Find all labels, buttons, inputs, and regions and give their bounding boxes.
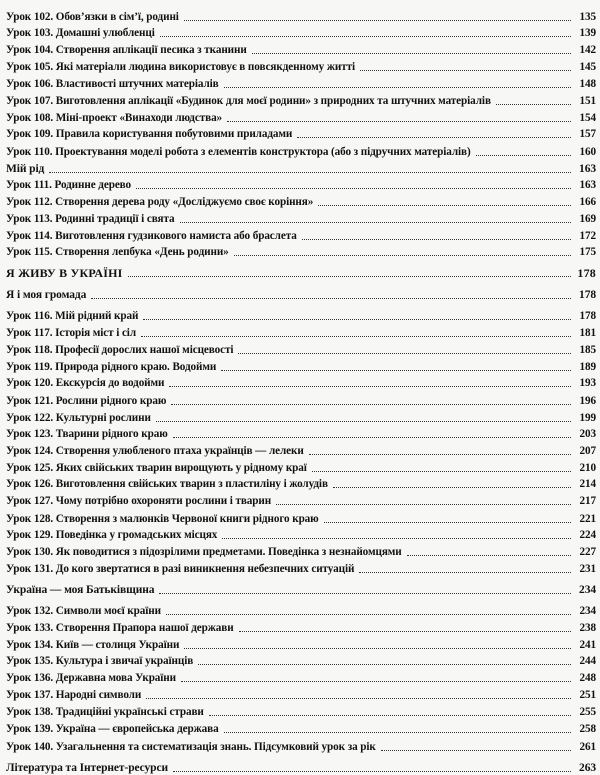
dot-leader xyxy=(234,254,571,256)
toc-entry-title: Урок 139. Україна — європейська держава xyxy=(6,722,219,735)
toc-entry-page: 139 xyxy=(579,27,596,40)
toc-entry-title: Урок 120. Екскурсія до водойми xyxy=(6,377,165,390)
toc-entry-page: 142 xyxy=(579,43,596,56)
toc-entry-title: Урок 132. Символи моєї країни xyxy=(6,605,161,618)
toc-entry-page: 148 xyxy=(579,78,596,91)
dot-leader xyxy=(128,275,571,277)
toc-entry-page: 217 xyxy=(579,495,596,508)
toc-entry-title: Я і моя громада xyxy=(6,288,87,301)
toc-part xyxy=(6,260,596,280)
toc-entry-page: 214 xyxy=(579,478,596,491)
toc-entry-page: 185 xyxy=(579,343,596,356)
toc-entry-title: Урок 129. Поведінка у громадських місцях xyxy=(6,529,218,542)
toc-entry-title: Урок 117. Історія міст і сіл xyxy=(6,327,136,340)
dot-leader xyxy=(91,297,571,299)
toc-entry-title: Урок 106. Властивості штучних матеріалів xyxy=(6,78,219,91)
toc-entry-page: 231 xyxy=(579,562,596,575)
toc-entry xyxy=(6,239,596,259)
toc-entry-title: Урок 112. Створення дерева роду «Досліджуємо своє коріння» xyxy=(6,196,314,209)
toc-entry-page: 145 xyxy=(579,60,596,73)
toc-entry-page: 178 xyxy=(579,310,596,323)
toc-entry-page: 258 xyxy=(579,722,596,735)
toc-entry-title: Урок 131. До кого звертатися в разі виникнення небезпечних ситуацій xyxy=(6,562,355,575)
toc-entry-title: Урок 105. Які матеріали людина використовує в повсякденному житті xyxy=(6,60,356,73)
toc-entry-title: Урок 121. Рослини рідного краю xyxy=(6,394,167,407)
toc-entry-title: Література та Інтернет-ресурси xyxy=(6,761,168,774)
toc-entry-page: 227 xyxy=(579,546,596,559)
toc-entry-page: 234 xyxy=(579,584,596,596)
dot-leader xyxy=(359,571,571,573)
toc-entry-title: Урок 134. Київ — столиця України xyxy=(6,638,180,651)
toc-entry-page: 154 xyxy=(579,111,596,124)
toc-entry-page: 163 xyxy=(579,162,596,175)
toc-entry-page: 157 xyxy=(579,128,596,141)
toc-entry-title: Урок 140. Узагальнення та систематизація знань. Підсумковий урок за рік xyxy=(6,740,376,753)
toc-entry-page: 166 xyxy=(579,196,596,209)
toc-entry-page: 263 xyxy=(579,761,596,774)
toc-section xyxy=(6,282,596,302)
toc-section xyxy=(6,577,596,597)
dot-leader xyxy=(381,749,571,751)
toc-entry-title: Урок 110. Проектування моделі робота з елементів конструктора (або з підручних матеріалів) xyxy=(6,146,471,158)
toc-entry-page: 172 xyxy=(579,229,596,242)
toc-entry-page: 244 xyxy=(579,655,596,668)
toc-entry-page: 135 xyxy=(579,10,596,23)
toc-entry-page: 238 xyxy=(579,621,596,634)
toc-entry-title: Урок 103. Домашні улюбленці xyxy=(6,27,155,40)
toc-entry-title: Урок 109. Правила користування побутовими приладами xyxy=(6,128,293,141)
toc-entry-title: Урок 136. Державна мова України xyxy=(6,671,177,684)
toc-entry-page: 224 xyxy=(579,529,596,542)
toc-entry-title: Урок 125. Яких свійських тварин вирощують у рідному краї xyxy=(6,461,307,474)
toc-entry-title: Урок 119. Природа рідного краю. Водойми xyxy=(6,360,217,373)
dot-leader xyxy=(173,770,571,772)
toc-entry-title: Урок 133. Створення Прапора нашої держави xyxy=(6,621,234,634)
toc-entry-page: 255 xyxy=(579,706,596,719)
toc-entry-page: 221 xyxy=(579,512,596,525)
toc-entry-page: 210 xyxy=(579,461,596,474)
toc-entry xyxy=(6,556,596,576)
toc-entry-page: 207 xyxy=(579,445,596,457)
toc-entry-title: Урок 104. Створення аплікації песика з тканини xyxy=(6,43,247,56)
toc-entry-title: Мій рід xyxy=(6,162,45,175)
toc-entry-page: 178 xyxy=(577,266,596,281)
toc-entry-page: 234 xyxy=(579,605,596,618)
toc-entry-page: 169 xyxy=(579,212,596,225)
toc-entry-title: Урок 107. Виготовлення аплікації «Будинок для моєї родини» з природних та штучних матеріалів xyxy=(6,95,491,107)
toc-entry-page: 251 xyxy=(579,688,596,701)
toc-entry-page: 196 xyxy=(579,394,596,407)
toc-entry-title: Урок 137. Народні символи xyxy=(6,688,142,701)
toc-entry-page: 160 xyxy=(579,146,596,158)
toc-entry-title: Урок 130. Як поводитися з підозрілими предметами. Поведінка з незнайомцями xyxy=(6,546,402,559)
toc-entry-title: Я ЖИВУ В УКРАЇНІ xyxy=(6,266,123,281)
toc-entry-page: 151 xyxy=(579,95,596,107)
toc-entry-page: 248 xyxy=(579,671,596,684)
toc-entry-page: 203 xyxy=(579,428,596,441)
toc-entry-title: Урок 116. Мій рідний край xyxy=(6,310,139,323)
toc-entry-page: 181 xyxy=(579,327,596,340)
toc-entry-title: Урок 108. Міні-проект «Винаходи людства» xyxy=(6,111,223,124)
dot-leader xyxy=(159,592,571,594)
toc-entry-title: Урок 138. Традиційні українські страви xyxy=(6,706,204,719)
toc-entry-title: Урок 128. Створення з малюнків Червоної книги рідного краю xyxy=(6,512,319,525)
toc-entry-title: Урок 135. Культура і звичаї українців xyxy=(6,655,194,668)
toc-entry-page: 241 xyxy=(579,638,596,651)
toc-entry-title: Урок 102. Обов’язки в сім’ї, родині xyxy=(6,10,179,23)
toc-entry-page: 199 xyxy=(579,411,596,424)
toc-entry-page: 175 xyxy=(579,246,596,259)
toc-entry-page: 163 xyxy=(579,179,596,192)
toc-entry-title: Урок 114. Виготовлення гудзикового намиста або браслета xyxy=(6,229,297,242)
toc-entry-title: Урок 122. Культурні рослини xyxy=(6,411,151,424)
toc-entry xyxy=(6,734,596,754)
toc-entry-page: 178 xyxy=(579,288,596,301)
toc-section xyxy=(6,755,596,775)
toc-entry-title: Урок 124. Створення улюбленого птаха українців — лелеки xyxy=(6,445,304,457)
toc-entry-title: Урок 127. Чому потрібно охороняти рослини і тварин xyxy=(6,495,272,508)
toc-entry-title: Урок 123. Тварини рідного краю xyxy=(6,428,168,441)
toc-entry-page: 189 xyxy=(579,360,596,373)
toc-entry-title: Україна — моя Батьківщина xyxy=(6,584,155,596)
toc-entry-title: Урок 126. Виготовлення свійських тварин з пластиліну і жолудів xyxy=(6,478,328,491)
toc-entry-title: Урок 113. Родинні традиції і свята xyxy=(6,212,175,225)
toc-entry-page: 261 xyxy=(579,740,596,753)
toc-entry-title: Урок 111. Родинне дерево xyxy=(6,179,132,192)
toc-entry-title: Урок 115. Створення лепбука «День родини» xyxy=(6,246,229,259)
toc-entry-page: 193 xyxy=(579,377,596,390)
toc-entry-title: Урок 118. Професії дорослих нашої місцевості xyxy=(6,343,234,356)
